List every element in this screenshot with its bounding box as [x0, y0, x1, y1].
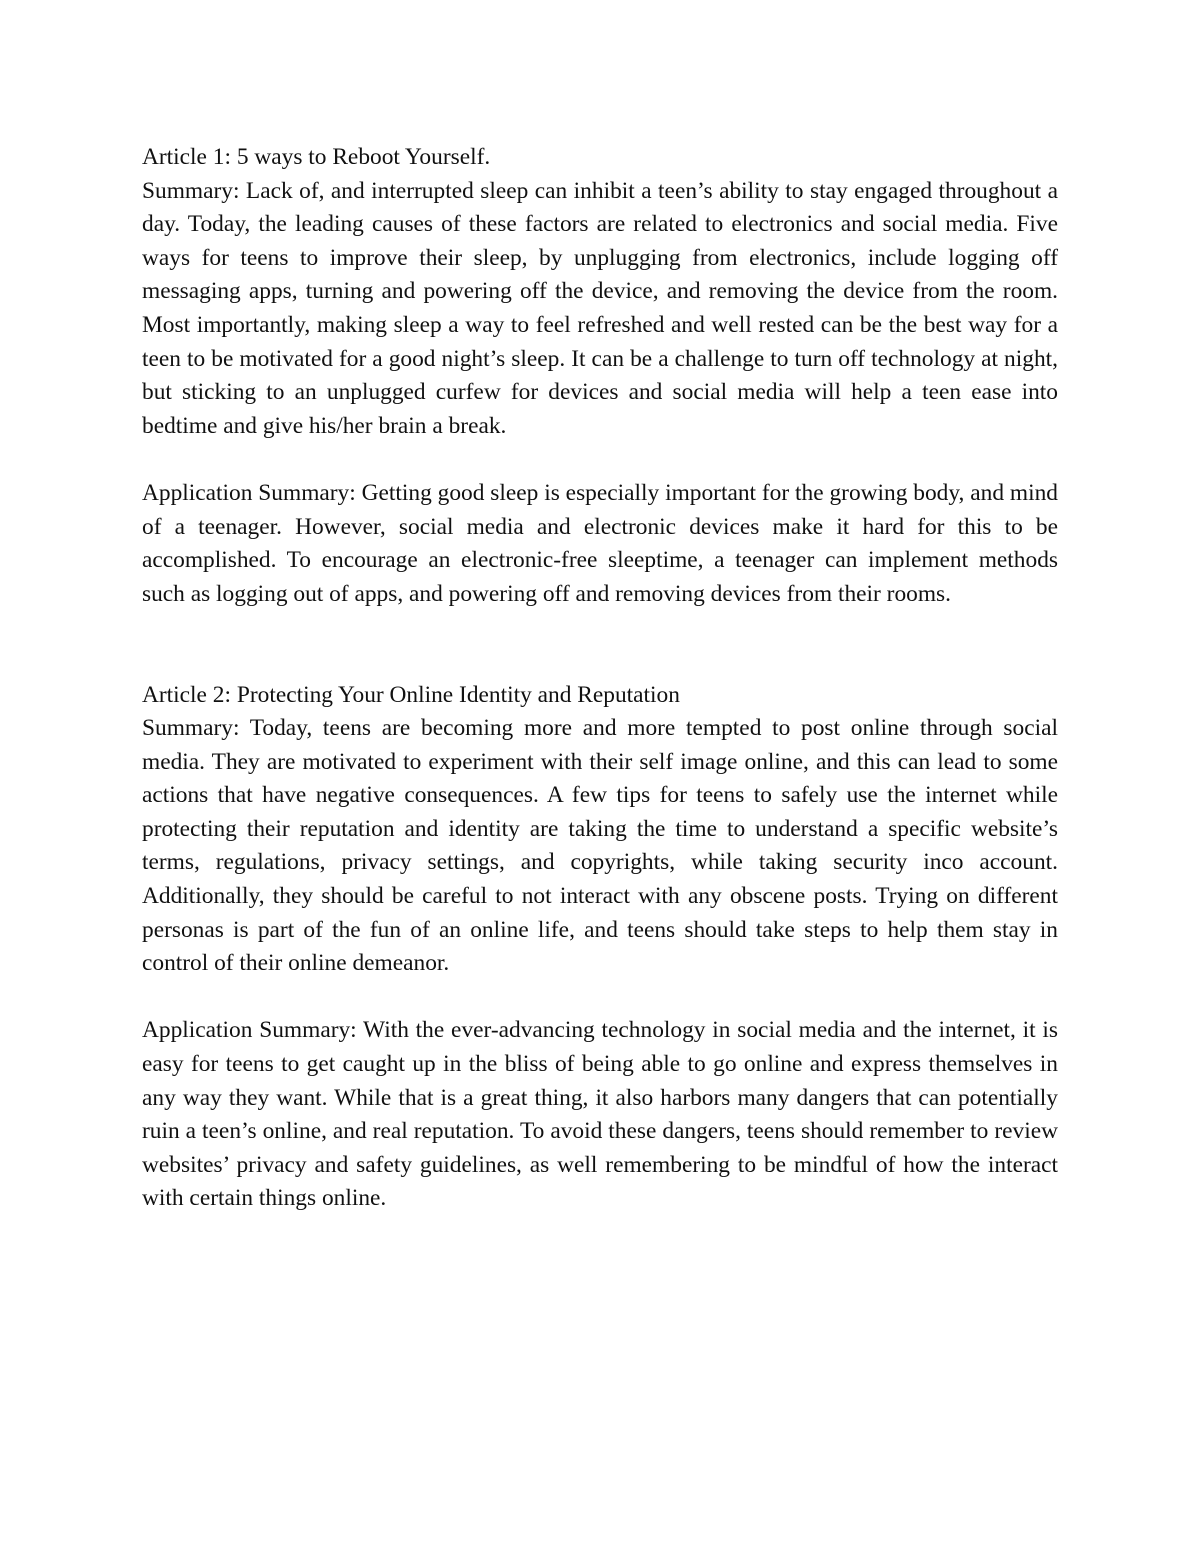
article-1 [142, 141, 1058, 611]
article-title: Article 2: Protecting Your Online Identity and Reputation [142, 681, 680, 708]
article-title: Article 1: 5 ways to Reboot Yourself. [142, 144, 491, 170]
article-spacer [142, 611, 1058, 678]
article-2 [142, 679, 1058, 1217]
document-body [142, 141, 1058, 1216]
paragraph-spacer [142, 981, 1058, 1015]
paragraph-spacer [142, 443, 1058, 477]
article-summary: Summary: Lack of, and interrupted sleep can inhibit a teen’s ability to stay engaged throughout a day. Today, the leading causes of these factors are related to electronics and social media. Five ways for teens to improve their sleep, by unplugging from electronics, include logging off messaging apps, turning and powering off the device, and removing the device from the room. Most importantly, making sleep a way to feel refreshed and well rested can be the best way for a teen to be motivated for a good night’s sleep. It can be a challenge to turn off technology at night, but sticking to an unplugged curfew for devices and social media will help a teen ease into bedtime and give his/her brain a break. [142, 177, 1058, 439]
application-summary: Application Summary: With the ever-advancing technology in social media and the internet, it is easy for teens to get caught up in the bliss of being able to go online and express themselves in any way they want. While that is a great thing, it also harbors many dangers that can potentially ruin a teen’s online, and real reputation. To avoid these dangers, teens should remember to review websites’ privacy and safety guidelines, as well remembering to be mindful of how the interact with certain things online. [142, 1017, 1058, 1212]
application-summary: Application Summary: Getting good sleep is especially important for the growing body, and mind of a teenager. However, social media and electronic devices make it hard for this to be accomplished. To encourage an electronic-free sleeptime, a teenager can implement methods such as logging out of apps, and powering off and removing devices from their rooms. [142, 479, 1058, 607]
article-summary: Summary: Today, teens are becoming more and more tempted to post online through social media. They are motivated to experiment with their self image online, and this can lead to some actions that have negative consequences. A few tips for teens to safely use the internet while protecting their reputation and identity are taking the time to understand a specific website’s terms, regulations, privacy settings, and copyrights, while taking security inco account. Additionally, they should be careful to not interact with any obscene posts. Trying on different personas is part of the fun of an online life, and teens should take steps to help them stay in control of their online demeanor. [142, 715, 1058, 977]
